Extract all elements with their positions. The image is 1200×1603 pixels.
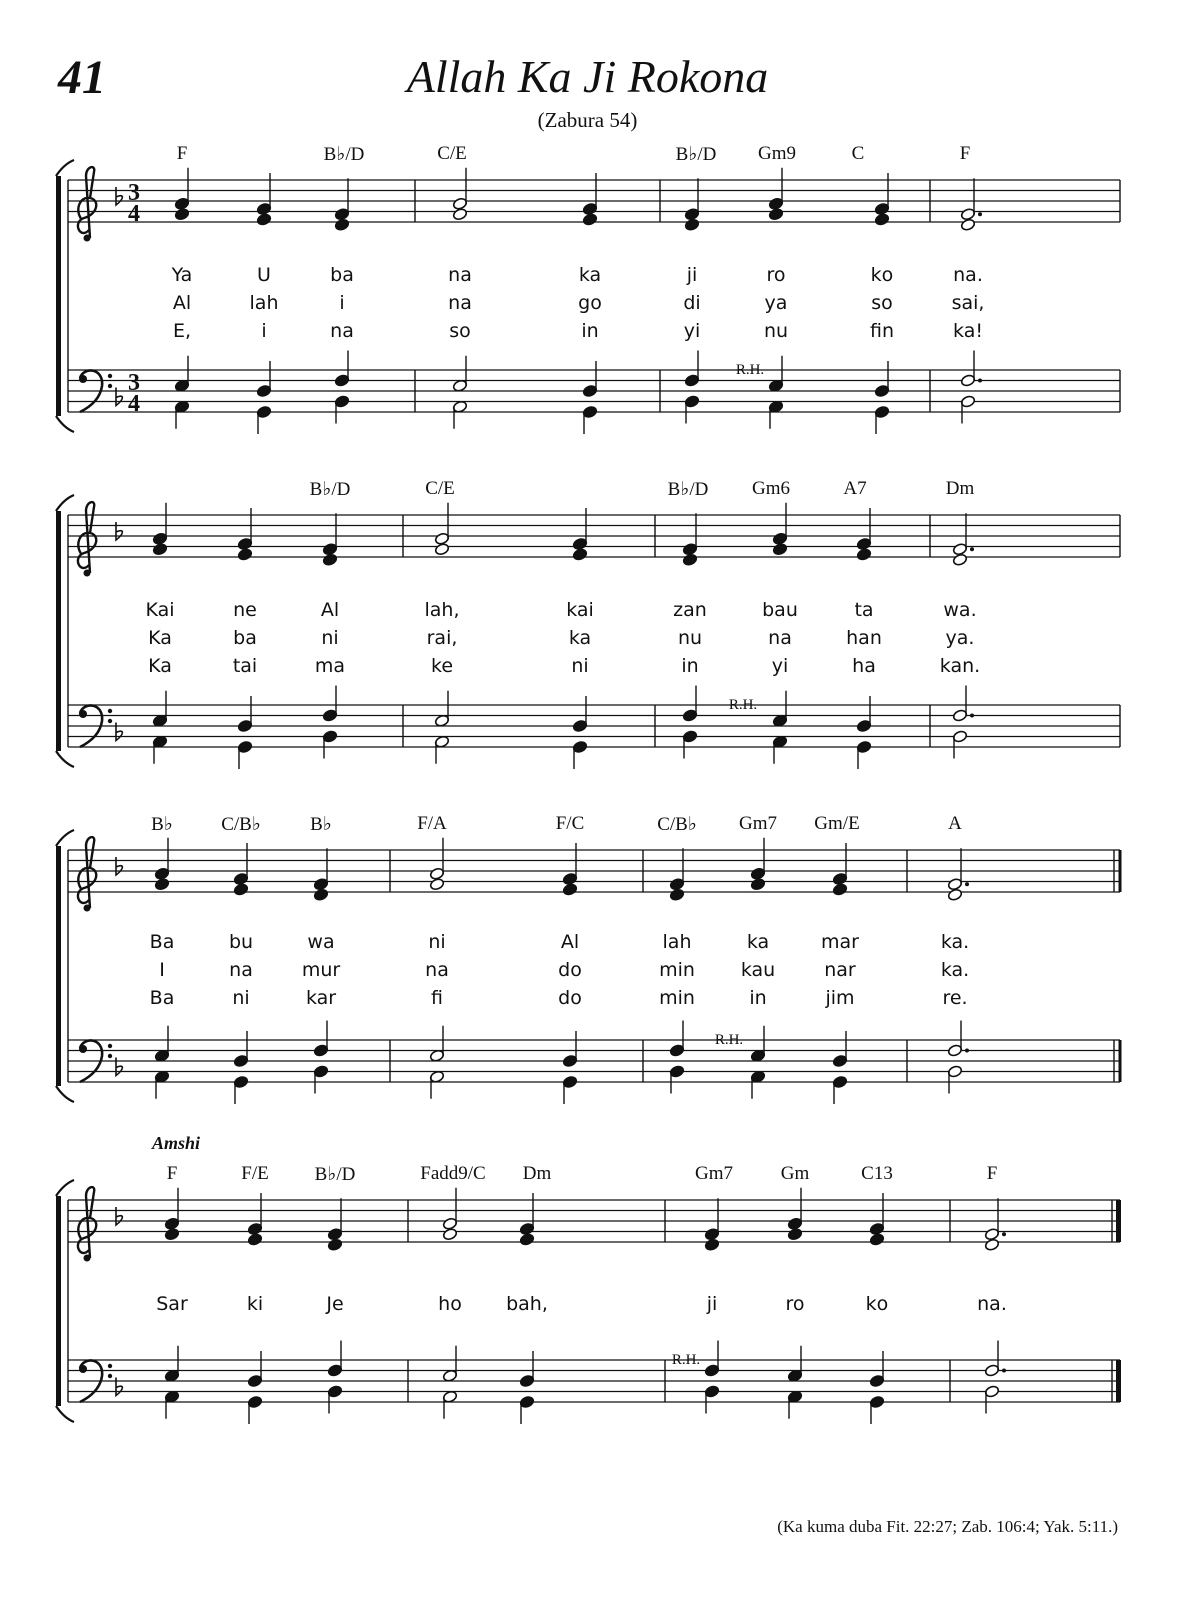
svg-text:4: 4 [128, 391, 140, 417]
dot [970, 547, 974, 551]
lyric-syllable: Je [326, 1293, 344, 1315]
chord-symbol: B♭ [310, 814, 332, 835]
lyric-syllable: zan [673, 599, 707, 621]
lyric-syllable: wa. [943, 599, 977, 621]
lyric-syllable: ta [854, 599, 874, 621]
treble-note [960, 178, 975, 221]
lyric-syllable: nu [763, 320, 789, 342]
chord-symbol: B♭/D [675, 144, 717, 165]
lyric-syllable: re. [942, 987, 968, 1009]
hymn-number: 41 [58, 51, 106, 104]
bass-note [434, 691, 449, 728]
bass-note [313, 1021, 328, 1058]
lyric-syllable: ka [578, 264, 602, 286]
chord-symbol: A7 [843, 478, 867, 499]
flat-key-signature-icon [116, 1058, 122, 1076]
bass-note [772, 691, 787, 728]
lyric-syllable: i [339, 292, 345, 314]
lyric-syllable: i [261, 320, 267, 342]
lyric-syllable: Al [320, 599, 340, 621]
lyric-syllable: mar [821, 931, 859, 953]
chord-symbol: Dm [522, 1163, 552, 1184]
flat-key-signature-icon [116, 388, 122, 406]
bass-note [682, 686, 697, 723]
lyric-syllable: ka [568, 627, 592, 649]
lyric-syllable: na [330, 320, 354, 342]
lyric-syllable: na [229, 959, 253, 981]
bass-note [874, 405, 889, 434]
treble-note [869, 1233, 884, 1246]
flat-key-signature-icon [116, 857, 122, 875]
treble-note [313, 848, 328, 891]
lyric-syllable: Al [172, 292, 192, 314]
treble-note [174, 208, 189, 221]
bass-note [154, 1026, 169, 1063]
lyric-syllable: ni [321, 627, 339, 649]
lyric-syllable: ke [430, 655, 454, 677]
treble-note [832, 883, 847, 896]
lyric-syllable: Ka [148, 655, 172, 677]
treble-note [772, 543, 787, 556]
lyric-syllable: go [578, 292, 602, 314]
bass-staff [68, 1040, 1120, 1082]
bass-note [256, 405, 271, 434]
treble-note [856, 548, 871, 561]
lyric-syllable: bu [228, 931, 254, 953]
bass-note [832, 1075, 847, 1104]
bass-note [313, 1065, 328, 1094]
lyric-syllable: in [681, 655, 699, 677]
lyric-syllable: ji [686, 264, 698, 286]
treble-note [327, 1238, 342, 1251]
lyric-syllable: kо [870, 264, 894, 286]
treble-note [154, 838, 169, 881]
lyric-syllable: ji [706, 1293, 718, 1315]
lyric-syllable: jim [825, 987, 855, 1009]
lyric-syllable: do [558, 959, 582, 981]
system-bracket [56, 1180, 74, 1422]
bass-note [582, 361, 597, 398]
bass-note [750, 1070, 765, 1099]
bass-note [562, 1075, 577, 1104]
lyric-syllable: ni [232, 987, 250, 1009]
treble-note [442, 1188, 457, 1231]
treble-note [519, 1233, 534, 1246]
bass-note [772, 735, 787, 764]
bass-note [682, 730, 697, 759]
lyric-syllable: nar [824, 959, 856, 981]
lyric-syllable: na [448, 264, 472, 286]
lyric-syllable: so [449, 320, 471, 342]
treble-note [984, 1238, 999, 1251]
bass-note [952, 686, 967, 723]
treble-note [434, 503, 449, 546]
scripture-references: (Ka kuma duba Fit. 22:27; Zab. 106:4; Yak. 5:11.) [777, 1517, 1118, 1536]
lyric-syllable: do [558, 987, 582, 1009]
bass-note [984, 1341, 999, 1378]
bass-note [704, 1341, 719, 1378]
treble-note [750, 878, 765, 891]
lyric-syllable: sai, [951, 292, 985, 314]
right-hand-marking: R.H. [671, 1352, 701, 1368]
dot [978, 379, 982, 383]
bass-note [174, 356, 189, 393]
lyric-syllable: min [659, 987, 695, 1009]
dot [1002, 1232, 1006, 1236]
treble-note [429, 838, 444, 881]
lyric-syllable: rai, [426, 627, 458, 649]
bass-note [334, 395, 349, 424]
treble-note [572, 548, 587, 561]
treble-note [960, 218, 975, 231]
bass-note [233, 1075, 248, 1104]
svg-text:3: 3 [128, 180, 140, 206]
treble-note [952, 513, 967, 556]
treble-clef-icon [78, 502, 96, 576]
bass-note [684, 395, 699, 424]
bass-note [327, 1341, 342, 1378]
treble-note [247, 1233, 262, 1246]
lyric-syllable: Sar [156, 1293, 188, 1315]
treble-note [768, 208, 783, 221]
bass-note [704, 1385, 719, 1414]
bass-note [669, 1021, 684, 1058]
chord-symbol: C/B♭ [657, 814, 697, 835]
bass-note [669, 1065, 684, 1094]
treble-note [682, 513, 697, 556]
treble-note [772, 503, 787, 546]
svg-text:3: 3 [128, 370, 140, 396]
lyric-syllable: kan. [939, 655, 981, 677]
lyric-syllable: so [871, 292, 893, 314]
chord-symbol: C/E [425, 478, 455, 499]
final-barline [1116, 1360, 1121, 1402]
bass-note [154, 1070, 169, 1099]
treble-note [682, 553, 697, 566]
lyric-syllable: kо [865, 1293, 889, 1315]
chord-symbol: F/C [555, 813, 585, 834]
lyric-syllable: na [448, 292, 472, 314]
lyric-syllable: U [257, 264, 271, 286]
lyric-syllable: kau [740, 959, 776, 981]
dot [970, 714, 974, 718]
lyric-syllable: ka [746, 931, 770, 953]
bass-note [869, 1395, 884, 1424]
bass-note [768, 400, 783, 429]
dot [965, 882, 969, 886]
chord-symbol: Dm [945, 478, 975, 499]
bass-note [152, 735, 167, 764]
lyric-syllable: na [425, 959, 449, 981]
lyric-syllable: E, [172, 320, 192, 342]
flat-key-signature-icon [116, 1207, 122, 1225]
chord-symbol: A [948, 813, 962, 834]
treble-note [322, 513, 337, 556]
lyric-syllable: ya [764, 292, 788, 314]
bass-note [237, 696, 252, 733]
treble-note [429, 878, 444, 891]
treble-note [334, 178, 349, 221]
treble-note [334, 218, 349, 231]
lyric-syllable: ni [428, 931, 446, 953]
treble-note [154, 878, 169, 891]
right-hand-marking: R.H. [735, 362, 765, 378]
bass-note [874, 361, 889, 398]
bass-note [960, 395, 975, 424]
treble-note [952, 553, 967, 566]
lyric-syllable: ki [246, 1293, 264, 1315]
bass-note [952, 730, 967, 759]
lyric-syllable: tai [232, 655, 258, 677]
treble-note [237, 548, 252, 561]
treble-note [152, 503, 167, 546]
lyric-syllable: in [581, 320, 599, 342]
lyric-syllable: I [159, 959, 165, 981]
bass-note [237, 740, 252, 769]
bass-note [984, 1385, 999, 1414]
lyric-syllable: na. [977, 1293, 1007, 1315]
bass-note [947, 1065, 962, 1094]
treble-note [947, 848, 962, 891]
bass-note [247, 1395, 262, 1424]
bass-note [562, 1031, 577, 1068]
right-hand-marking: R.H. [728, 697, 758, 713]
bass-note [768, 356, 783, 393]
lyric-syllable: Ba [149, 931, 175, 953]
bass-note [832, 1031, 847, 1068]
treble-note [233, 883, 248, 896]
treble-note [152, 543, 167, 556]
chord-symbol: B♭/D [667, 479, 709, 500]
lyric-syllable: ro [766, 264, 786, 286]
bass-note [856, 696, 871, 733]
treble-note [684, 178, 699, 221]
treble-note [874, 213, 889, 226]
treble-note [768, 168, 783, 211]
bass-note [519, 1351, 534, 1388]
bass-note [960, 351, 975, 388]
bass-note [572, 696, 587, 733]
chord-symbol: F/A [417, 813, 447, 834]
lyric-syllable: Ka [148, 627, 172, 649]
lyric-syllable: fi [431, 987, 443, 1009]
lyric-syllable: han [846, 627, 882, 649]
bass-note [442, 1346, 457, 1383]
treble-note [327, 1198, 342, 1241]
treble-note [787, 1188, 802, 1231]
bass-note [856, 740, 871, 769]
lyric-syllable: in [749, 987, 767, 1009]
lyric-syllable: ba [233, 627, 257, 649]
bass-note [519, 1395, 534, 1424]
treble-note [684, 218, 699, 231]
treble-note [434, 543, 449, 556]
treble-note [947, 888, 962, 901]
bass-note [247, 1351, 262, 1388]
lyric-syllable: ha [852, 655, 876, 677]
bass-note [442, 1390, 457, 1419]
lyric-syllable: fin [869, 320, 895, 342]
treble-note [669, 888, 684, 901]
final-barline [1116, 1200, 1121, 1242]
bass-note [452, 356, 467, 393]
lyric-syllable: lah, [424, 599, 460, 621]
bass-note [582, 405, 597, 434]
bass-note [947, 1021, 962, 1058]
treble-clef-icon [78, 837, 96, 911]
lyric-syllable: ka! [953, 320, 983, 342]
lyric-syllable: bah, [506, 1293, 548, 1315]
lyric-syllable: na. [953, 264, 983, 286]
bass-note [750, 1026, 765, 1063]
bass-staff [68, 1360, 1120, 1402]
chord-symbol: F [959, 143, 971, 164]
lyric-syllable: Al [560, 931, 580, 953]
treble-note [562, 883, 577, 896]
treble-note [787, 1228, 802, 1241]
treble-note [452, 208, 467, 221]
bass-note [572, 740, 587, 769]
chord-symbol: B♭ [151, 814, 173, 835]
chord-symbol: B♭/D [314, 1164, 356, 1185]
chord-symbol: F [176, 143, 188, 164]
dot [965, 1049, 969, 1053]
bass-note [434, 735, 449, 764]
bass-note [174, 400, 189, 429]
bass-note [164, 1346, 179, 1383]
lyric-syllable: mur [301, 959, 341, 981]
treble-note [984, 1198, 999, 1241]
time-signature [128, 180, 140, 227]
lyric-syllable: ma [314, 655, 346, 677]
lyric-syllable: ba [330, 264, 354, 286]
bass-note [327, 1385, 342, 1414]
treble-note [750, 838, 765, 881]
lyric-syllable: lah [249, 292, 279, 314]
right-hand-marking: R.H. [714, 1032, 744, 1048]
lyric-syllable: min [659, 959, 695, 981]
treble-clef-icon [78, 1187, 96, 1261]
treble-note [704, 1198, 719, 1241]
bass-note [256, 361, 271, 398]
treble-note [313, 888, 328, 901]
hymn-title: Allah Ka Ji Rokona [406, 51, 769, 102]
flat-key-signature-icon [116, 1378, 122, 1396]
chord-symbol: Gm/E [814, 813, 860, 834]
bass-note [152, 691, 167, 728]
dot [1002, 1369, 1006, 1373]
flat-key-signature-icon [116, 723, 122, 741]
chord-symbol: Gm6 [752, 478, 790, 499]
lyric-syllable: yi [771, 655, 789, 677]
lyric-syllable: na [768, 627, 792, 649]
bass-note [164, 1390, 179, 1419]
lyric-syllable: ya. [945, 627, 975, 649]
treble-staff [68, 850, 1120, 892]
chord-symbol: F [166, 1163, 178, 1184]
lyric-syllable: di [683, 292, 701, 314]
treble-note [704, 1238, 719, 1251]
chord-symbol: F [986, 1163, 998, 1184]
lyric-syllable: nu [677, 627, 703, 649]
treble-note [164, 1228, 179, 1241]
bass-note [452, 400, 467, 429]
lyric-syllable: yi [683, 320, 701, 342]
treble-note [256, 213, 271, 226]
bass-note [322, 730, 337, 759]
lyric-syllable: wa [307, 931, 335, 953]
flat-key-signature-icon [116, 187, 122, 205]
time-signature [128, 370, 140, 417]
treble-note [322, 553, 337, 566]
bass-note [429, 1026, 444, 1063]
bass-note [787, 1390, 802, 1419]
bass-note [787, 1346, 802, 1383]
treble-clef-icon [78, 167, 96, 241]
chord-symbol: C13 [861, 1163, 893, 1184]
section-label: Amshi [152, 1133, 201, 1153]
lyric-syllable: lah [662, 931, 692, 953]
svg-text:4: 4 [128, 201, 140, 227]
bass-note [869, 1351, 884, 1388]
bass-note [322, 686, 337, 723]
lyric-syllable: Ba [149, 987, 175, 1009]
chord-symbol: C/B♭ [221, 814, 261, 835]
lyric-syllable: bau [762, 599, 798, 621]
treble-staff [68, 1200, 1120, 1242]
lyric-syllable: ne [233, 599, 257, 621]
bass-note [429, 1070, 444, 1099]
lyric-syllable: Kai [145, 599, 175, 621]
hymn-subtitle: (Zabura 54) [537, 108, 638, 132]
chord-symbol: C/E [437, 143, 467, 164]
treble-note [669, 848, 684, 891]
chord-symbol: Gm9 [758, 143, 796, 164]
chord-symbol: Gm [780, 1163, 810, 1184]
lyric-syllable: kai [566, 599, 594, 621]
chord-symbol: Gm7 [739, 813, 777, 834]
lyric-syllable: ka. [940, 959, 970, 981]
bass-note [334, 351, 349, 388]
lyric-syllable: ho [438, 1293, 462, 1315]
treble-note [442, 1228, 457, 1241]
chord-symbol: C [851, 143, 865, 164]
lyric-syllable: kar [305, 987, 337, 1009]
treble-note [452, 168, 467, 211]
lyric-syllable: Ya [171, 264, 193, 286]
lyric-syllable: ka. [940, 931, 970, 953]
chord-symbol: Gm7 [695, 1163, 733, 1184]
flat-key-signature-icon [116, 522, 122, 540]
chord-symbol: B♭/D [323, 144, 365, 165]
dot [978, 212, 982, 216]
treble-note [582, 213, 597, 226]
bass-note [684, 351, 699, 388]
chord-symbol: Fadd9/C [420, 1163, 486, 1184]
treble-note [174, 168, 189, 211]
treble-note [164, 1188, 179, 1231]
bass-note [233, 1031, 248, 1068]
lyric-syllable: ro [785, 1293, 805, 1315]
lyric-syllable: ni [571, 655, 589, 677]
chord-symbol: F/E [241, 1163, 269, 1184]
chord-symbol: B♭/D [309, 479, 351, 500]
